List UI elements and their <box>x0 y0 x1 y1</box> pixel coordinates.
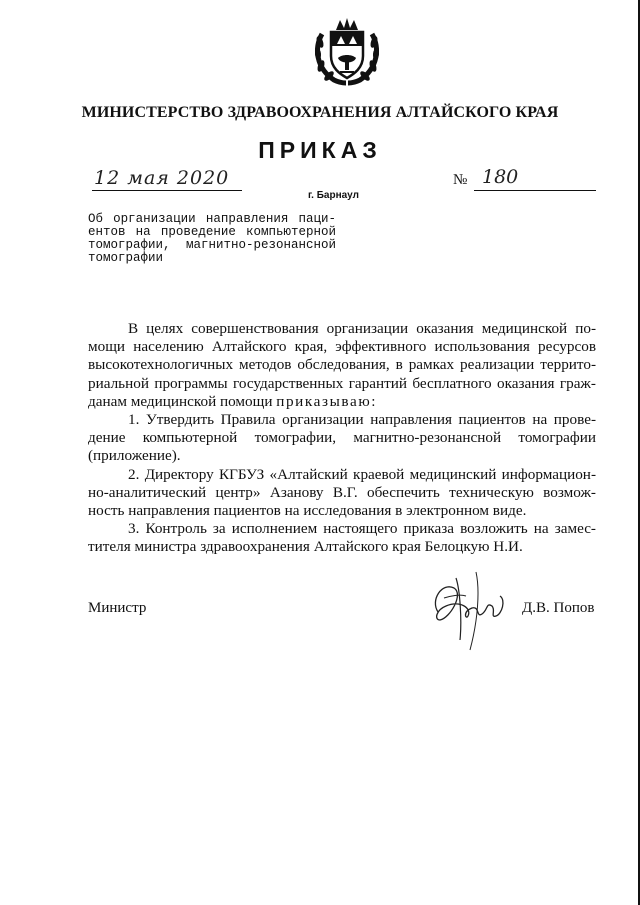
subject-line: Об организации направления паци- <box>88 212 336 226</box>
subject-line: томографии, магнитно-резонансной <box>88 238 336 252</box>
intro-line: высокотехнологичных методов обследования, в рамках реализации террито- <box>88 356 596 374</box>
signatory-name: Д.В. Попов <box>522 600 595 616</box>
ministry-header: МИНИСТЕРСТВО ЗДРАВООХРАНЕНИЯ АЛТАЙСКОГО КРАЯ <box>81 104 559 121</box>
item3-line: 3. Контроль за исполнением настоящего приказа возложить на замес- <box>128 520 596 538</box>
intro-last-suffix: : <box>371 392 376 410</box>
intro-line: риальной программы государственных гарантий бесплатного оказания граж- <box>88 374 596 392</box>
item1-line: (приложение). <box>88 447 181 465</box>
date-underline <box>92 190 242 191</box>
item1-line: 1. Утвердить Правила организации направления пациентов на прове- <box>128 411 596 429</box>
handwritten-number: 180 <box>482 166 519 188</box>
order-body <box>88 320 596 557</box>
subject-line: томографии <box>88 251 164 265</box>
number-underline <box>474 190 596 191</box>
item1-line: дение компьютерной томографии, магнитно-резонансной томографии <box>88 429 596 447</box>
signatory-position: Министр <box>88 600 147 616</box>
intro-last-line <box>88 393 596 411</box>
subject-line: ентов на проведение компьютерной <box>88 225 336 239</box>
document-type-title: ПРИКАЗ <box>258 137 382 163</box>
number-label: № <box>453 172 468 188</box>
item2-line: ность направления пациентов на исследования в электронном виде. <box>88 502 527 520</box>
handwritten-date: 12 мая 2020 <box>94 167 230 189</box>
coat-of-arms-emblem <box>312 16 382 88</box>
order-subject <box>88 213 336 265</box>
handwritten-signature <box>420 560 520 655</box>
intro-line: мощи населению Алтайского края, эффективного использования ресурсов <box>88 338 596 356</box>
item2-line: 2. Директору КГБУЗ «Алтайский краевой медицинский информацион- <box>128 465 596 483</box>
item3-line: тителя министра здравоохранения Алтайского края Белоцкую Н.И. <box>88 538 523 556</box>
order-verb: приказываю <box>276 392 372 410</box>
item2-line: но-аналитический центр» Азанову В.Г. обеспечить техническую возмож- <box>88 483 596 501</box>
city-label: г. Барнаул <box>308 190 359 201</box>
intro-last-prefix: данам медицинской помощи <box>88 392 277 410</box>
intro-line: В целях совершенствования организации оказания медицинской по- <box>128 320 596 337</box>
